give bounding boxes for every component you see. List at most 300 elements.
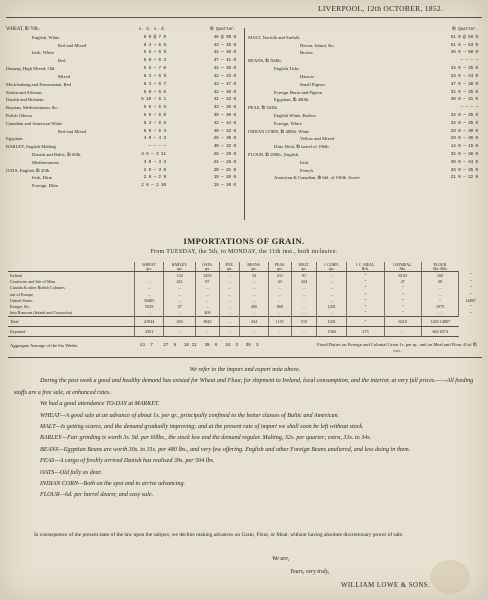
column-header — [240, 262, 268, 272]
import-value: ... — [196, 297, 220, 303]
column-unit: qrs. — [226, 266, 233, 271]
grain-label: Danish and Baltic, ℔ 60lb. — [32, 152, 82, 157]
exported-value: ... — [384, 327, 421, 337]
import-value: 261 — [164, 278, 196, 284]
import-value: " — [459, 310, 482, 317]
price-row — [248, 159, 482, 167]
unit-price: 6 3 — 6 6 — [143, 120, 166, 126]
import-value: ... — [164, 291, 196, 297]
price-row — [248, 34, 482, 42]
exported-value: ... — [240, 327, 268, 337]
column-unit: Sks. — [399, 266, 406, 271]
quarter-price: 24 — 26 0 — [213, 159, 236, 165]
import-value: ... — [240, 297, 268, 303]
quarter-price: 44 — 46 0 — [213, 50, 236, 56]
import-value: ... — [219, 291, 240, 297]
unit-price: 6 9 @ 7 0 — [143, 34, 166, 40]
import-value: ... — [316, 272, 346, 279]
import-value: ... — [268, 291, 291, 297]
grain-label: Foreign, White — [274, 120, 302, 126]
column-unit: qrs. — [301, 266, 307, 271]
column-unit: qrs. — [176, 266, 183, 271]
quarter-price: 42 — 43 0 — [213, 73, 236, 79]
import-value: 860 — [268, 303, 291, 309]
grain-label: Stettin and Silesian, — [6, 89, 43, 95]
price-row — [6, 143, 240, 151]
quarter-price: 46 0 — 50 0 — [450, 50, 478, 56]
total-value: 8210 — [384, 317, 421, 327]
letter-paragraph: We refer to the import and export note above. — [189, 367, 301, 373]
price-row — [6, 128, 240, 136]
unit-price: 6 6 — 6 9 — [143, 50, 166, 56]
grain-label: Dantzig, High Mixed, Old — [6, 66, 55, 72]
price-row — [6, 49, 240, 57]
import-value: " — [459, 303, 482, 309]
letter-paragraph: INDIAN CORN—Both on the spot and to arrive advancing. — [40, 481, 186, 488]
right-price-column — [248, 26, 482, 182]
import-value: ... — [219, 272, 240, 279]
price-row — [248, 128, 482, 136]
closing-we-are: We are, — [272, 556, 290, 562]
letter-paragraph: WHEAT—A good sale at an advance of about 1s. per qr., principally confined to the better classes of Baltic and American. — [40, 412, 340, 419]
grain-label: Foreign, Ditto — [32, 183, 59, 189]
unit-price: 5 6 — 5 6 — [143, 105, 166, 111]
grain-label: American & Canadian, ℔ bbl. of 196lb. Sweet — [274, 175, 360, 181]
grain-label: English Ticks — [274, 66, 300, 72]
price-row — [248, 65, 482, 73]
column-unit: Brls. — [361, 266, 370, 271]
import-value: " — [347, 278, 384, 284]
import-value: ... — [219, 285, 240, 291]
column-name: FLOUR. — [433, 262, 448, 267]
total-label: Total — [8, 317, 135, 327]
unit-price: 6 0 — 6 3 — [143, 128, 166, 134]
quarter-price: 42 — 46 0 — [213, 89, 236, 95]
market-letter — [14, 365, 476, 502]
import-source: Coastwise and Isle of Man — [10, 278, 55, 284]
grain-label: Russian, Mediterranean, &c. — [6, 105, 59, 111]
import-value: ... — [196, 285, 220, 291]
quarter-price: 19 — 20 0 — [213, 175, 236, 181]
column-name: RYE. — [225, 262, 234, 267]
advances-notice: In consequence of the present state of the law upon the subject, we decline making advances on Grain, Flour, or Meal, without having absolute discretionary power of sale. — [34, 532, 404, 538]
import-source: United States — [10, 297, 33, 303]
price-row — [6, 182, 240, 190]
import-value: 39 — [421, 278, 459, 284]
unit-price: 6 3 — 6 7 — [143, 81, 166, 87]
aggregate-label: Aggregate Average of the Six Weeks — [10, 343, 78, 348]
exported-value: ... — [164, 327, 196, 337]
import-source: Into Runcorn (Inland and Coastwise) — [10, 310, 73, 316]
quarter-price: 43 — 45 0 — [213, 42, 236, 48]
price-row — [6, 73, 240, 81]
signature: WILLIAM LOWE & SONS. — [341, 582, 431, 589]
imports-table — [8, 262, 482, 337]
grain-label: Polish Odessa — [6, 112, 32, 118]
grain-label: French — [300, 167, 313, 173]
column-unit: qrs. — [251, 266, 257, 271]
column-unit: qrs. — [204, 266, 211, 271]
price-row — [248, 89, 482, 97]
unit-price: 6 4 — 6 8 — [143, 42, 166, 48]
import-value: " — [459, 272, 482, 279]
grain-label: Irish, White — [32, 50, 54, 56]
exported-value: 1584 — [316, 327, 346, 337]
total-value: 3942 — [196, 317, 220, 327]
import-value: 37 — [164, 303, 196, 309]
column-header — [8, 262, 135, 272]
grain-label: Devon, Island, &c. — [300, 42, 335, 48]
exported-value: 665 8374 — [421, 327, 459, 337]
import-value: 231 — [268, 272, 291, 279]
quarter-price: 34 0 — 35 0 — [450, 120, 478, 126]
grain-label: Mediterranean — [32, 159, 59, 165]
exported-value: ... — [219, 327, 240, 337]
import-value: ... — [219, 278, 240, 284]
unit-price: 3 6 — 3 11 — [141, 152, 166, 157]
import-value: " — [421, 297, 459, 303]
grain-label: Red and Mixed — [58, 128, 87, 134]
import-value: 87 — [196, 278, 220, 284]
price-row — [248, 104, 482, 112]
imports-header-row — [8, 262, 482, 272]
exported-value: ... — [268, 327, 291, 337]
import-value: ... — [164, 297, 196, 303]
price-row — [248, 174, 482, 182]
price-row — [6, 96, 240, 104]
letter-paragraph: MALT—Is getting scarce, and the demand gradually improving; and at the present rate of import we shall soon be left without stock. — [40, 424, 364, 431]
grain-label: PEAS, ℔ 504lb. — [248, 105, 279, 111]
price-row — [6, 174, 240, 182]
import-value: " — [384, 303, 421, 309]
import-value: " — [347, 291, 384, 297]
quarter-price: — — — — — [460, 58, 478, 64]
quarter-price: 28 — 29 0 — [213, 152, 236, 157]
import-value: 5539 — [135, 303, 164, 309]
import-value: 400 — [196, 310, 220, 317]
price-row — [6, 42, 240, 50]
import-value: ... — [219, 297, 240, 303]
top-rule — [6, 17, 482, 18]
exported-value: ... — [292, 327, 317, 337]
grain-label: English, White — [32, 34, 60, 40]
import-value: ... — [268, 285, 291, 291]
import-value: ... — [292, 297, 317, 303]
total-value: 1201 — [316, 317, 346, 327]
column-name: MALT. — [298, 262, 310, 267]
letter-paragraph: OATS—Old fully as dear. — [40, 469, 102, 476]
grain-label: Canadian and American White — [6, 120, 63, 126]
total-value: " — [347, 317, 384, 327]
price-row — [248, 57, 482, 65]
unit-price: 6 0 — 6 6 — [143, 89, 166, 95]
import-value: 63 — [268, 278, 291, 284]
letter-paragraph: BARLEY—Fair grinding is worth 3s. 9d. per 60lbs., the stock low and the demand regular. Malting, 32s. per quarter; extra, 33s. to 34s. — [40, 435, 372, 442]
quarter-price: 29 — 30 0 — [213, 136, 236, 142]
import-value: ... — [219, 310, 240, 317]
import-value: ... — [135, 278, 164, 284]
price-row — [248, 151, 482, 159]
import-value: " — [459, 278, 482, 284]
price-row — [248, 135, 482, 143]
price-row — [248, 120, 482, 128]
letter-paragraph: FLOUR—6d. per barrel dearer, and easy sale. — [40, 492, 154, 499]
grain-label: INDIAN CORN, ℔ 480lb. White — [248, 128, 310, 134]
closing-yours: Yours, very truly, — [290, 569, 330, 575]
column-header — [268, 262, 291, 272]
import-value: " — [347, 303, 384, 309]
grain-label: Irish, Ditto — [32, 175, 53, 181]
quarter-price: 30 0 — 34 0 — [450, 159, 478, 165]
column-name: I. CORN. — [324, 262, 339, 267]
price-row — [248, 49, 482, 57]
quarter-price: 20 — 21 0 — [213, 167, 236, 173]
import-value: 34 — [240, 272, 268, 279]
price-row — [6, 81, 240, 89]
import-value: ... — [240, 285, 268, 291]
price-row — [6, 112, 240, 120]
price-row — [6, 34, 240, 42]
price-row — [248, 96, 482, 104]
import-value — [135, 272, 164, 279]
column-name: PEAS. — [274, 262, 286, 267]
grain-label: Egyptian, ℔ 480lb. — [274, 97, 310, 103]
grain-label: WHEAT, ℔ 70lb. — [6, 27, 40, 32]
grain-label: Ditto Meal, ℔ barrel of 196lb. — [274, 144, 330, 150]
total-value: 1265 14807 — [421, 317, 459, 327]
price-row — [6, 89, 240, 97]
import-value: " — [347, 272, 384, 279]
quarter-price: 39 — 40 0 — [213, 112, 236, 118]
quarter-price: 37 0 — 38 0 — [450, 81, 478, 87]
exported-value: ... — [196, 327, 220, 337]
import-value: " — [347, 310, 384, 317]
column-header — [316, 262, 346, 272]
grain-label: Mixed — [58, 73, 70, 79]
quarter-price: 42 — 44 0 — [213, 120, 236, 126]
unit-price: 5 9 — 6 0 — [143, 112, 166, 118]
letter-paragraph: PEAS—A cargo of freshly arrived Danish has realised 39s. per 504 lbs. — [40, 458, 215, 465]
column-name: BEANS. — [247, 262, 261, 267]
import-source: Ireland — [10, 272, 22, 278]
unit-price: 4 0 — 4 3 — [143, 136, 166, 142]
column-name: OATS. — [202, 262, 213, 267]
unit-price: 2 6 — 2 9 — [143, 175, 166, 181]
aggregate-values: 41 7 27 9 16 11 30 6 34 3 30 3 — [140, 343, 259, 348]
grain-label: Harrow — [300, 73, 315, 79]
price-row — [248, 42, 482, 50]
quarter-price: 43 — 47 0 — [213, 81, 236, 87]
total-value: 21944 — [135, 317, 164, 327]
import-value: 47 — [384, 278, 421, 284]
paper-stain — [430, 560, 470, 594]
price-row — [248, 26, 482, 34]
import-value: ... — [240, 278, 268, 284]
quarter-price: 37 — 41 0 — [213, 58, 236, 64]
quarter-price: 19 — 20 0 — [213, 183, 236, 189]
import-value: ... — [268, 310, 291, 317]
quarter-price: 33 0 — 35 0 — [450, 167, 478, 173]
import-value: ... — [135, 310, 164, 317]
import-value: ... — [292, 285, 317, 291]
exported-value: 3391 — [135, 327, 164, 337]
import-value: ... — [292, 291, 317, 297]
column-header — [384, 262, 421, 272]
import-value: ... — [421, 285, 459, 291]
column-unit: qrs. — [146, 266, 152, 271]
quarter-price: 44 — 45 0 — [213, 66, 236, 72]
price-row — [6, 120, 240, 128]
price-row — [6, 104, 240, 112]
quarter-price: 33 0 — 34 0 — [450, 73, 478, 79]
import-value: " — [459, 291, 482, 297]
import-value: ... — [240, 310, 268, 317]
grain-label: Brown — [300, 50, 313, 56]
grain-label: Mecklenburg and Pomeranian, Red — [6, 81, 71, 87]
import-value: 16405 — [135, 297, 164, 303]
import-source: Europe, &c. — [10, 304, 31, 310]
quarter-price: ℔ Quarter. — [210, 27, 236, 32]
price-row — [6, 159, 240, 167]
quarter-price: 29 0 — 30 0 — [450, 136, 478, 142]
column-header — [196, 262, 220, 272]
quarter-price: 32 0 — 35 0 — [450, 89, 478, 95]
import-value: " — [384, 297, 421, 303]
imports-subtitle: From TUESDAY, the 5th, to MONDAY, the 11th inst., both inclusive. — [150, 249, 338, 255]
imports-exported-row — [8, 327, 482, 337]
import-value: ... — [316, 291, 346, 297]
quarter-price: 14 0 — 15 0 — [450, 144, 478, 150]
import-value: 1201 — [316, 303, 346, 309]
quarter-price: 51 0 @ 58 0 — [450, 34, 478, 40]
letter-paragraph: During the past week a good and healthy demand has existed for Wheat and Flour, for shipment to Ireland, local consumption, and the interior, at very full prices.——All feeding stuffs are a free sale, at enhanced rates. — [14, 378, 474, 396]
import-value: 132 — [164, 272, 196, 279]
price-row — [248, 81, 482, 89]
unit-price: 2 8 — 2 10 — [141, 183, 166, 189]
column-name: WHEAT. — [142, 262, 157, 267]
unit-price: 6 6 — 7 0 — [143, 66, 166, 72]
unit-price: — — — — — [148, 144, 166, 150]
grain-label: English White, Boilers — [274, 112, 316, 118]
quarter-price: 21 0 — 22 0 — [450, 175, 478, 181]
column-header — [292, 262, 317, 272]
grain-label: Egyptian — [6, 136, 23, 142]
total-value: 430 — [164, 317, 196, 327]
aggregate-average-row — [8, 341, 482, 358]
import-value: ... — [421, 310, 459, 317]
import-value: 14807 — [459, 297, 482, 303]
unit-price: s. d. s. d. — [138, 27, 166, 32]
import-value: ... — [164, 285, 196, 291]
unit-price: 5 10 — 6 1 — [141, 97, 166, 103]
grain-label: Yellow and Mixed — [300, 136, 334, 142]
import-source: Canada & other British Colonies — [10, 285, 65, 291]
total-value: 1151 — [268, 317, 291, 327]
column-divider — [244, 28, 245, 220]
quarter-price: 41 — 43 0 — [213, 97, 236, 103]
quarter-price: 29 0 — 30 0 — [450, 128, 478, 134]
import-value: " — [459, 285, 482, 291]
imports-total-row — [8, 317, 482, 327]
quarter-price: 46 @ 50 0 — [213, 34, 236, 40]
import-value: ... — [196, 303, 220, 309]
dateline: LIVERPOOL, 12th OCTOBER, 1852. — [318, 4, 444, 13]
column-name: BARLEY. — [171, 262, 188, 267]
column-unit: Sks. Brls. — [432, 266, 448, 271]
import-value: 400 — [240, 303, 268, 309]
column-header — [135, 262, 164, 272]
price-row — [6, 135, 240, 143]
import-value: ... — [316, 278, 346, 284]
grain-label: BEANS, ℔ 504lb. — [248, 58, 282, 64]
quarter-price: 32 0 — 38 0 — [450, 152, 478, 157]
import-value: ... — [316, 297, 346, 303]
exported-value: 273 — [347, 327, 384, 337]
grain-label: Red and Mixed — [58, 42, 87, 48]
import-value: ... — [268, 297, 291, 303]
quarter-price: 33 — 36 0 — [213, 105, 236, 111]
import-value: 8103 — [384, 272, 421, 279]
import-value: ... — [164, 310, 196, 317]
import-value: ... — [292, 303, 317, 309]
unit-price: 2 9 — 3 0 — [143, 167, 166, 173]
letter-paragraph: BEANS—Egyptian Beans are worth 30s. to 31s. per 480 lbs., and very few offering. English and other Foreign Beans unaltered, and less doing in them. — [40, 446, 411, 453]
grain-label: Small Pigeon — [300, 81, 325, 87]
import-value: ... — [421, 291, 459, 297]
grain-label: Foreign Horse and Pigeon — [274, 89, 323, 95]
column-header — [347, 262, 384, 272]
left-price-column — [6, 26, 240, 190]
imports-row — [8, 310, 482, 317]
import-value: ... — [316, 285, 346, 291]
duty-note: Fixed Duties on Foreign and Colonial Grain 1s. per qr., and on Meal and Flour 4½d. ℔ cwt. — [317, 342, 477, 354]
import-value: " — [384, 291, 421, 297]
exported-label: Exported — [8, 327, 135, 337]
import-value: ... — [196, 291, 220, 297]
column-header — [421, 262, 459, 272]
import-value: 91 — [292, 272, 317, 279]
unit-price: 3 0 — 3 3 — [143, 159, 166, 165]
price-row — [6, 151, 240, 159]
column-header — [219, 262, 240, 272]
import-value: " — [384, 310, 421, 317]
quarter-price: 51 0 — 53 0 — [450, 42, 478, 48]
quarter-price: ℔ Quarter. — [452, 27, 478, 32]
import-value: 160 — [421, 272, 459, 279]
import-value: ... — [240, 291, 268, 297]
import-value: ... — [135, 285, 164, 291]
imports-title: IMPORTATIONS OF GRAIN. — [183, 236, 305, 246]
quarter-price: 30 0 — 31 0 — [450, 97, 478, 103]
price-row — [248, 143, 482, 151]
column-name: I. C. MEAL. — [355, 262, 376, 267]
imports-row — [8, 272, 482, 279]
price-row — [6, 167, 240, 175]
grain-label: BARLEY, English Malting — [6, 144, 56, 150]
grain-label: Irish — [300, 159, 309, 165]
column-header — [164, 262, 196, 272]
price-row — [6, 26, 240, 34]
import-value: 424 — [292, 278, 317, 284]
import-value: ... — [219, 303, 240, 309]
quarter-price: 34 0 — 35 0 — [450, 112, 478, 118]
import-value: " — [347, 285, 384, 291]
price-row — [248, 112, 482, 120]
import-value: ... — [316, 310, 346, 317]
column-name: OATMEAL. — [393, 262, 413, 267]
unit-price: 6 3 — 6 9 — [143, 73, 166, 79]
grain-label: Danish and Holstein — [6, 97, 44, 103]
